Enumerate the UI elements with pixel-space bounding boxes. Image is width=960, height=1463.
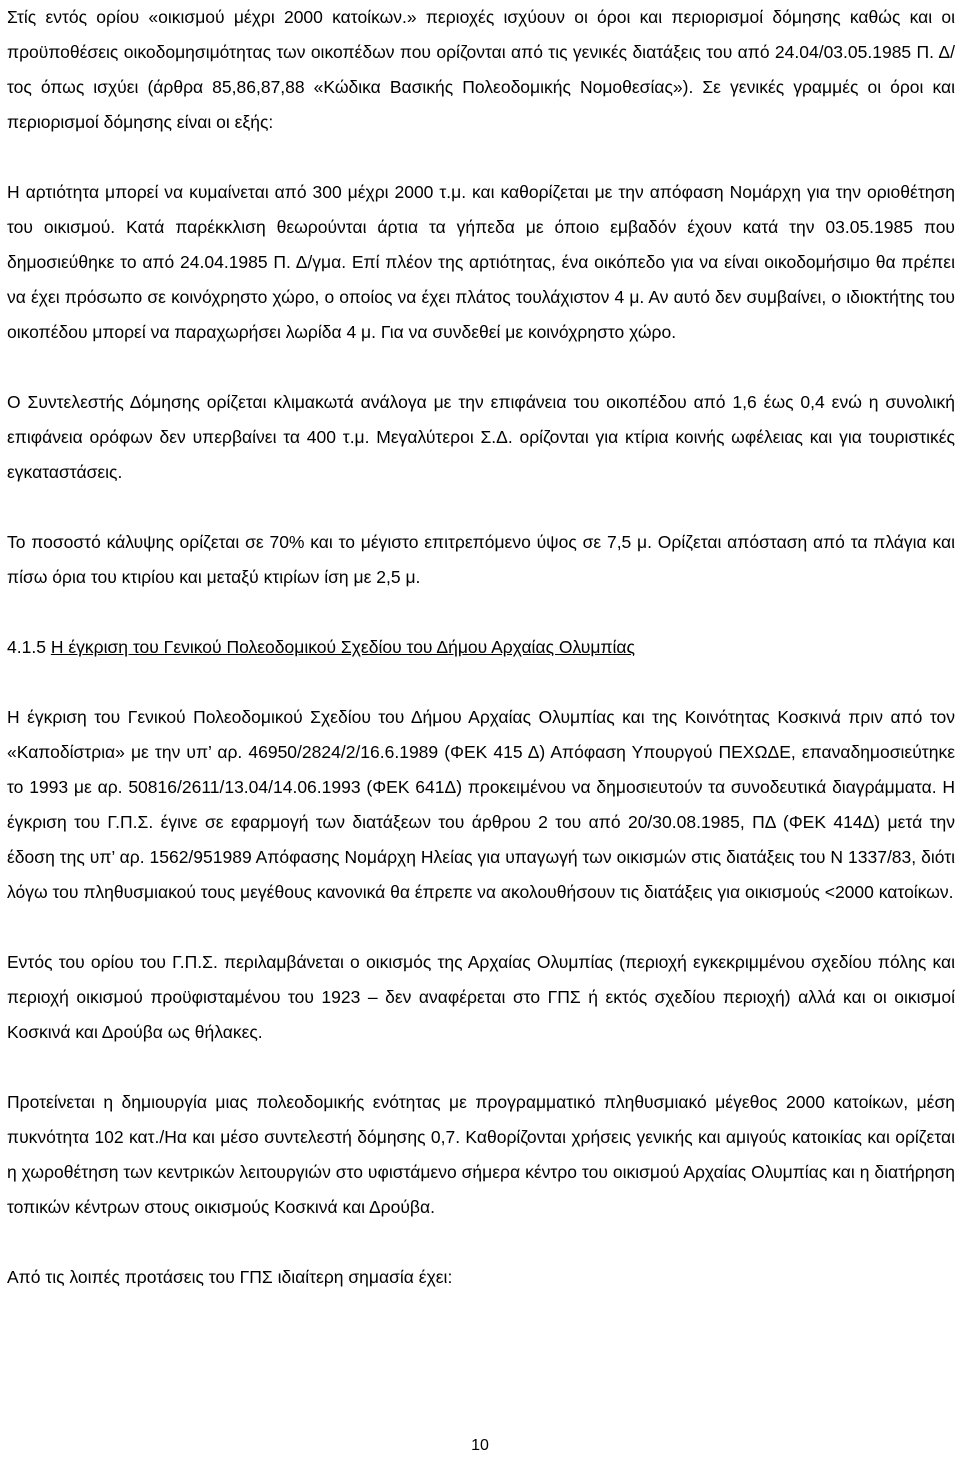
paragraph-plot-size: Η αρτιότητα μπορεί να κυμαίνεται από 300 μέχρι 2000 τ.μ. και καθορίζεται με την απόφαση Νομάρχη για την οριοθέτηση του οικισμού. Κατά παρέκκλιση θεωρούνται άρτια τα γήπεδα με όποιο εμβαδόν έχουν κατά την 03.05.1985 που δημοσιεύθηκε το από 24.04.1985 Π. Δ/γμα. Επί πλέον της αρτιότητας, ένα οικόπεδο για να είναι οικοδομήσιμο θα πρέπει να έχει πρόσωπο σε κοινόχρηστο χώρο, ο οποίος να έχει πλάτος τουλάχιστον 4 μ. Αν αυτό δεν συμβαίνει, ο ιδιοκτήτης του οικοπέδου μπορεί να παραχωρήσει λωρίδα 4 μ. Για να συνδεθεί με κοινόχρηστο χώρο.	[7, 182, 955, 342]
section-number: 4.1.5	[7, 637, 46, 657]
paragraph-coverage-height: Το ποσοστό κάλυψης ορίζεται σε 70% και το μέγιστο επιτρεπόμενο ύψος σε 7,5 μ. Ορίζεται απόσταση από τα πλάγια και πίσω όρια του κτιρίου και μεταξύ κτιρίων ίση με 2,5 μ.	[7, 532, 955, 587]
paragraph-spacer	[7, 910, 955, 945]
paragraph-spacer	[7, 1050, 955, 1085]
paragraph-spacer	[7, 140, 955, 175]
section-title: Η έγκριση του Γενικού Πολεοδομικού Σχεδίου του Δήμου Αρχαίας Ολυμπίας	[50, 637, 635, 657]
paragraph-spacer	[7, 490, 955, 525]
paragraph-gps-boundary: Εντός του ορίου του Γ.Π.Σ. περιλαμβάνεται ο οικισμός της Αρχαίας Ολυμπίας (περιοχή εγκεκριμμένου σχεδίου πόλης και περιοχή οικισμού προϋφισταμένου του 1923 – δεν αναφέρεται στο ΓΠΣ ή εκτός σχεδίου περιοχή) αλλά και οι οικισμοί Κοσκινά και Δρούβα ως θήλακες.	[7, 952, 955, 1042]
paragraph-building-coefficient: Ο Συντελεστής Δόμησης ορίζεται κλιμακωτά ανάλογα με την επιφάνεια του οικοπέδου από 1,6 έως 0,4 ενώ η συνολική επιφάνεια ορόφων δεν υπερβαίνει τα 400 τ.μ. Μεγαλύτεροι Σ.Δ. ορίζονται για κτίρια κοινής ωφέλειας και για τουριστικές εγκαταστάσεις.	[7, 392, 955, 482]
paragraph-spacer	[7, 1225, 955, 1260]
paragraph-spacer	[7, 665, 955, 700]
paragraph-spacer	[7, 595, 955, 630]
paragraph-urban-unit-proposal: Προτείνεται η δημιουργία μιας πολεοδομικής ενότητας με προγραμματικό πληθυσμιακό μέγεθος 2000 κατοίκων, μέση πυκνότητα 102 κατ./Ηα και μέσο συντελεστή δόμησης 0,7. Καθορίζονται χρήσεις γενικής και αμιγούς κατοικίας και ορίζεται η χωροθέτηση των κεντρικών λειτουργιών στο υφιστάμενο σήμερα κέντρο του οικισμού Αρχαίας Ολυμπίας και η διατήρηση τοπικών κέντρων στους οικισμούς Κοσκινά και Δρούβα.	[7, 1092, 955, 1217]
page-number: 10	[471, 1437, 489, 1454]
paragraph-building-terms-intro: Στίς εντός ορίου «οικισμού μέχρι 2000 κατοίκων.» περιοχές ισχύουν οι όροι και περιορισμοί δόμησης καθώς και οι προϋποθέσεις οικοδομησιμότητας των οικοπέδων που ορίζονται από τις γενικές διατάξεις του από 24.04/03.05.1985 Π. Δ/τος όπως ισχύει (άρθρα 85,86,87,88 «Κώδικα Βασικής Πολεοδομικής Νομοθεσίας»). Σε γενικές γραμμές οι όροι και περιορισμοί δόμησης είναι οι εξής:	[7, 7, 955, 132]
section-heading	[7, 630, 955, 665]
paragraph-other-proposals: Από τις λοιπές προτάσεις του ΓΠΣ ιδιαίτερη σημασία έχει:	[7, 1267, 453, 1287]
paragraph-spacer	[7, 350, 955, 385]
document-page	[7, 0, 955, 1295]
paragraph-gps-approval: Η έγκριση του Γενικού Πολεοδομικού Σχεδίου του Δήμου Αρχαίας Ολυμπίας και της Κοινότητας Κοσκινά πριν από τον «Καποδίστρια» με την υπ’ αρ. 46950/2824/2/16.6.1989 (ΦΕΚ 415 Δ) Απόφαση Υπουργού ΠΕΧΩΔΕ, επαναδημοσιεύτηκε το 1993 με αρ. 50816/2611/13.04/14.06.1993 (ΦΕΚ 641Δ) προκειμένου να δημοσιευτούν τα συνοδευτικά διαγράμματα. Η έγκριση του Γ.Π.Σ. έγινε σε εφαρμογή των διατάξεων του άρθρου 2 του από 20/30.08.1985, ΠΔ (ΦΕΚ 414Δ) μετά την έδοση της υπ’ αρ. 1562/951989 Απόφασης Νομάρχη Ηλείας για υπαγωγή των οικισμών στις διατάξεις του Ν 1337/83, διότι λόγω του πληθυσμιακού τους μεγέθους κανονικά θα έπρεπε να ακολουθήσουν τις διατάξεις για οικισμούς <2000 κατοίκων.	[7, 707, 955, 902]
